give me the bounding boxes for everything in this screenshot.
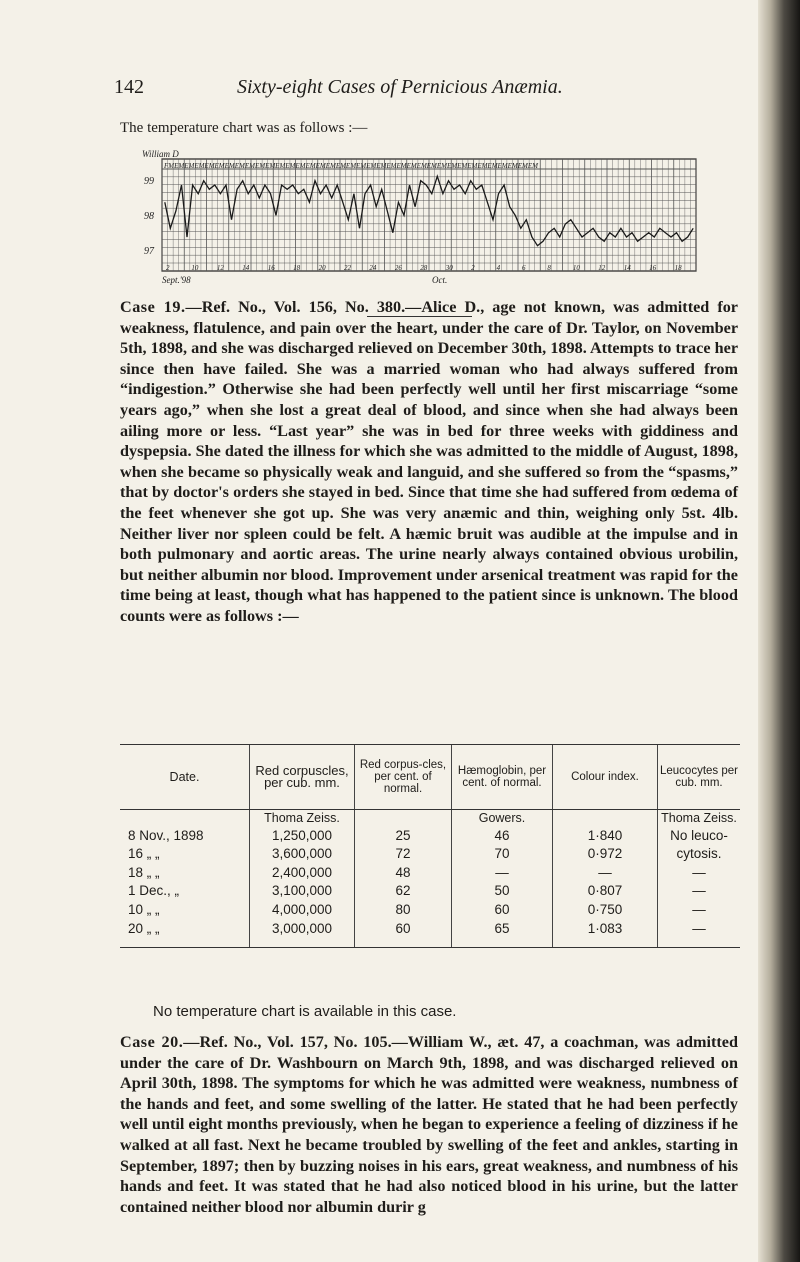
date-tick: 16 [267, 264, 275, 272]
case-20-heading: Case 20. [120, 1033, 184, 1051]
header-red-corpuscles: Red corpuscles, per cub. mm. [250, 745, 355, 810]
cell-red: 1,250,000 [250, 826, 355, 845]
cell-colour-index: 0·807 [553, 882, 658, 901]
table-row [120, 826, 740, 845]
cell-date: 1 Dec., „ [128, 883, 180, 899]
method-row [120, 810, 740, 827]
date-tick: 18 [293, 264, 301, 272]
case-20-text: —Ref. No., Vol. 157, No. 105.—William W., æt. 47, a coachman, was admitted under the care of Dr. Washbourn on March 9th, 1898, and was discharged relieved on April 30th, 1898. The symptoms for which he was admitted were weakness, numbness of the hands and feet, and some swelling of the latter. He stated that he had been perfectly well until eight months previously, when he began to experience a feeling of dizziness if he walked at all fast. Next he became troubled by swelling of the feet and ankles, starting in September, 1897; then by buzzing noises in his ears, great weakness, and numbness of his hands and feet. It was stated that he had also noticed blood in his urine, but the latter contained neither blood nor albumin durir g [120, 1033, 738, 1216]
cell-leucocytes: — [658, 882, 741, 901]
date-tick: 6 [522, 264, 526, 272]
cell-haemoglobin: 50 [452, 882, 553, 901]
cell-leucocytes: — [658, 863, 741, 882]
case-19-paragraph [120, 297, 738, 627]
date-tick: 16 [649, 264, 657, 272]
case-19-text: —Ref. No., Vol. 156, No. 380.—Alice D., age not known, was admitted for weakness, flatulence, and pain over the heart, under the care of Dr. Taylor, on November 5th, 1898, and she was discharged relieved on December 30th, 1898. Attempts to trace her since then have failed. She was a married woman who had always suffered from “indigestion.” Otherwise she had been perfectly well until her first miscarriage “some years ago,” when she lost a great deal of blood, and since when she had always been ailing more or less. “Last year” she was in bed for three weeks with giddiness and dyspepsia. She dated the illness for which she was admitted to the middle of August, 1898, when she became so physically weak and languid, and she suffered so from the “spasms,” that by doctor's orders she stayed in bed. Since that time she had suffered from œdema of the feet whenever she got up. She was very anæmic and thin, weighing only 5st. 4lb. Neither liver nor spleen could be felt. A hæmic bruit was audible at the impulse and in both pulmonary and aortic areas. The urine nearly always contained obvious urobilin, but neither albumin nor blood. Improvement under arsenical treatment was rapid for the time being at least, though what has happened to the patient since is unknown. The blood counts were as follows :— [120, 298, 738, 625]
y-tick-98: 98 [144, 211, 154, 222]
cell-red: 3,600,000 [250, 845, 355, 864]
month-label-sept: Sept.'98 [162, 275, 191, 285]
case-19-heading: Case 19. [120, 298, 186, 316]
cell-haemoglobin: 65 [452, 919, 553, 948]
temperature-chart-svg [140, 145, 700, 285]
cell-red: 3,000,000 [250, 919, 355, 948]
cell-red: 4,000,000 [250, 900, 355, 919]
header-leucocytes: Leucocytes per cub. mm. [658, 745, 741, 810]
cell-date: 16 „ „ [128, 846, 160, 862]
temperature-chart [140, 145, 700, 285]
no-temperature-note: No temperature chart is available in this case. [153, 1003, 457, 1020]
method-red: Thoma Zeiss. [250, 810, 355, 827]
date-tick: 26 [394, 264, 402, 272]
cell-leucocytes: — [658, 919, 741, 948]
chart-intro: The temperature chart was as follows :— [120, 120, 368, 136]
y-tick-97: 97 [144, 246, 154, 257]
cell-percent: 80 [355, 900, 452, 919]
page-header [92, 76, 732, 102]
date-tick: 4 [496, 264, 501, 272]
method-leucocytes: Thoma Zeiss. [658, 810, 741, 827]
cell-haemoglobin: 60 [452, 900, 553, 919]
table-row [120, 882, 740, 901]
date-tick: 20 [318, 264, 326, 272]
date-tick: 2 [166, 264, 170, 272]
date-tick: 14 [623, 264, 631, 272]
y-tick-99: 99 [144, 176, 154, 187]
cell-percent: 62 [355, 882, 452, 901]
header-haemoglobin: Hæmoglobin, per cent. of normal. [452, 745, 553, 810]
date-tick: 18 [674, 264, 682, 272]
date-tick: 14 [242, 264, 250, 272]
method-haemoglobin: Gowers. [452, 810, 553, 827]
cell-colour-index: 0·972 [553, 845, 658, 864]
cell-colour-index: 1·083 [553, 919, 658, 948]
cell-colour-index: 0·750 [553, 900, 658, 919]
cell-date: 18 „ „ [128, 864, 160, 880]
date-tick: 24 [369, 264, 377, 272]
cell-percent: 60 [355, 919, 452, 948]
month-label-oct: Oct. [432, 275, 448, 285]
cell-haemoglobin: 46 [452, 826, 553, 845]
running-title: Sixty-eight Cases of Pernicious Anæmia. [237, 76, 563, 98]
cell-date: 8 Nov., 1898 [128, 827, 204, 843]
date-tick: 10 [191, 264, 199, 272]
table-row [120, 919, 740, 948]
date-ticks [166, 264, 682, 272]
header-colour-index: Colour index. [553, 745, 658, 810]
patient-label: William D [142, 149, 179, 159]
cell-leucocytes: cytosis. [658, 845, 741, 864]
page-binding-edge [758, 0, 800, 1262]
cell-leucocytes: No leuco- [658, 826, 741, 845]
page-number: 142 [114, 76, 144, 98]
cell-haemoglobin: 70 [452, 845, 553, 864]
cell-haemoglobin: — [452, 863, 553, 882]
header-corpuscles-percent: Red corpus-cles, per cent. of normal. [355, 745, 452, 810]
date-tick: 10 [572, 264, 580, 272]
table-row [120, 863, 740, 882]
cell-red: 2,400,000 [250, 863, 355, 882]
date-tick: 2 [471, 264, 475, 272]
header-marks: FMEMEMEMEMEMEMEMEMEMEMEMEMEMEMEMEMEMEMEMEMEMEMEMEMEMEMEMEMEMEMEMEMEMEMEMEM [164, 162, 538, 170]
date-tick: 8 [547, 264, 551, 272]
date-tick: 28 [420, 264, 428, 272]
cell-colour-index: — [553, 863, 658, 882]
date-tick: 12 [598, 264, 606, 272]
date-tick: 12 [216, 264, 224, 272]
date-tick: 22 [344, 264, 351, 272]
cell-red: 3,100,000 [250, 882, 355, 901]
chart-grid [162, 159, 696, 271]
date-tick: 30 [445, 264, 453, 272]
case-20-paragraph [120, 1032, 738, 1217]
cell-date: 10 „ „ [128, 901, 160, 917]
table-row [120, 900, 740, 919]
blood-count-table [120, 744, 740, 948]
cell-colour-index: 1·840 [553, 826, 658, 845]
cell-date: 20 „ „ [120, 919, 250, 948]
cell-percent: 25 [355, 826, 452, 845]
header-date: Date. [120, 745, 250, 810]
cell-percent: 48 [355, 863, 452, 882]
table-row [120, 845, 740, 864]
cell-leucocytes: — [658, 900, 741, 919]
cell-percent: 72 [355, 845, 452, 864]
table-header-row [120, 745, 740, 810]
